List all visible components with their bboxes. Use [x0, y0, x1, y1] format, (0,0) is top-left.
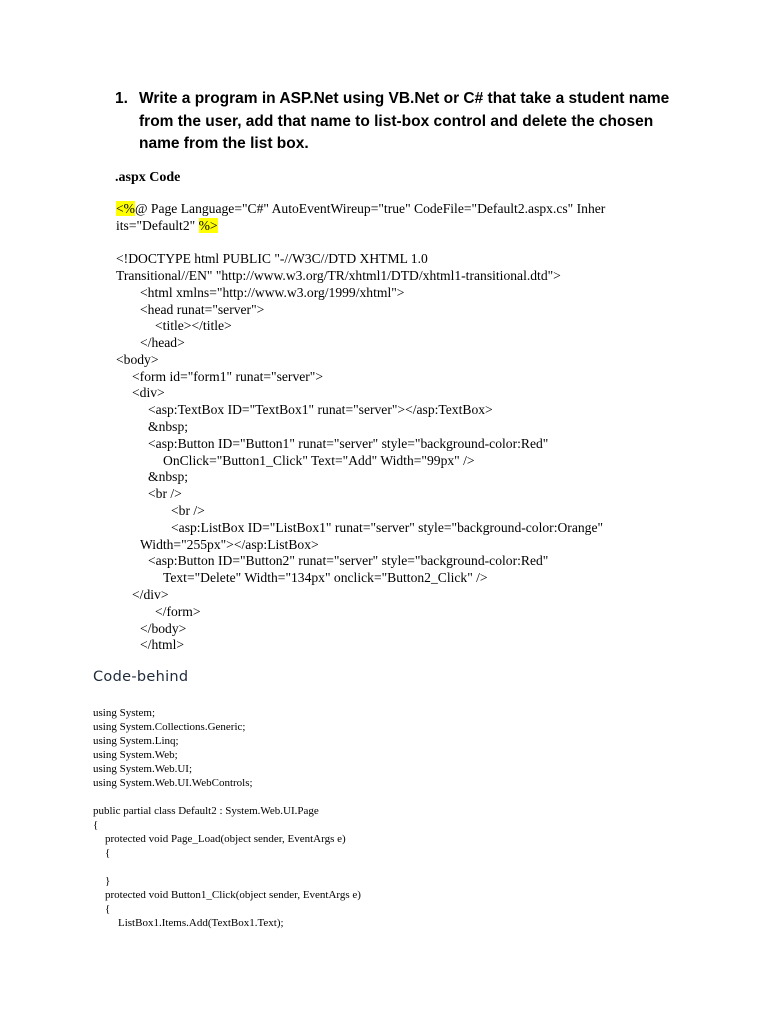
code-line: </form> [155, 604, 201, 619]
code-line: <!DOCTYPE html PUBLIC "-//W3C//DTD XHTML 1.0 [116, 251, 428, 266]
code-line: <br /> [148, 486, 182, 501]
code-line: Text="Delete" Width="134px" onclick="Button2_Click" /> [163, 570, 488, 585]
page-directive-line [116, 201, 605, 218]
code-line: &nbsp; [148, 419, 189, 434]
cs-line: { [93, 819, 99, 831]
code-line: &nbsp; [148, 469, 189, 484]
code-line: <asp:ListBox ID="ListBox1" runat="server" style="background-color:Orange" [171, 520, 604, 535]
code-line: <html xmlns="http://www.w3.org/1999/xhtml"> [140, 285, 405, 300]
directive-open: <% [116, 201, 135, 216]
code-line: <asp:Button ID="Button2" runat="server" style="background-color:Red" [148, 553, 549, 568]
cs-line: { [105, 903, 111, 915]
code-line: <br /> [171, 503, 205, 518]
code-line: <asp:TextBox ID="TextBox1" runat="server"></asp:TextBox> [148, 402, 493, 417]
directive-close: %> [198, 218, 218, 233]
code-line: <body> [116, 352, 159, 367]
cs-line: using System.Web.UI.WebControls; [93, 777, 253, 789]
cs-line: { [105, 847, 111, 859]
code-line: <head runat="server"> [140, 302, 265, 317]
page-directive-line-2 [116, 218, 218, 235]
aspx-code-heading: .aspx Code [115, 170, 181, 185]
code-line: <asp:Button ID="Button1" runat="server" style="background-color:Red" [148, 436, 549, 451]
cs-line: public partial class Default2 : System.Web.UI.Page [93, 805, 319, 817]
code-line: </head> [140, 335, 185, 350]
code-line: <title></title> [155, 318, 232, 333]
code-line: Transitional//EN" "http://www.w3.org/TR/xhtml1/DTD/xhtml1-transitional.dtd"> [116, 268, 561, 283]
question-number: 1. [115, 90, 128, 107]
question [115, 88, 675, 156]
cs-line: } [105, 875, 111, 887]
cs-line: using System.Linq; [93, 735, 179, 747]
cs-line: ListBox1.Items.Add(TextBox1.Text); [118, 917, 284, 929]
cs-line: using System; [93, 707, 156, 719]
code-line: </div> [132, 587, 169, 602]
cs-line: protected void Page_Load(object sender, EventArgs e) [105, 833, 346, 845]
code-line: OnClick="Button1_Click" Text="Add" Width="99px" /> [163, 453, 475, 468]
cs-line: using System.Web; [93, 749, 178, 761]
directive-body-2: its="Default2" [116, 218, 199, 233]
code-line: Width="255px"></asp:ListBox> [140, 537, 319, 552]
cs-line: using System.Web.UI; [93, 763, 193, 775]
question-text: Write a program in ASP.Net using VB.Net or C# that take a student name from the user, add that name to list-box control and delete the chosen name from the list box. [139, 90, 670, 152]
code-line: </html> [140, 637, 185, 652]
cs-line: using System.Collections.Generic; [93, 721, 246, 733]
code-behind-heading: Code-behind [93, 669, 189, 685]
cs-line: protected void Button1_Click(object sender, EventArgs e) [105, 889, 361, 901]
code-line: <div> [132, 385, 165, 400]
code-line: <form id="form1" runat="server"> [132, 369, 324, 384]
code-line: </body> [140, 621, 187, 636]
directive-body: @ Page Language="C#" AutoEventWireup="true" CodeFile="Default2.aspx.cs" Inher [135, 201, 606, 216]
